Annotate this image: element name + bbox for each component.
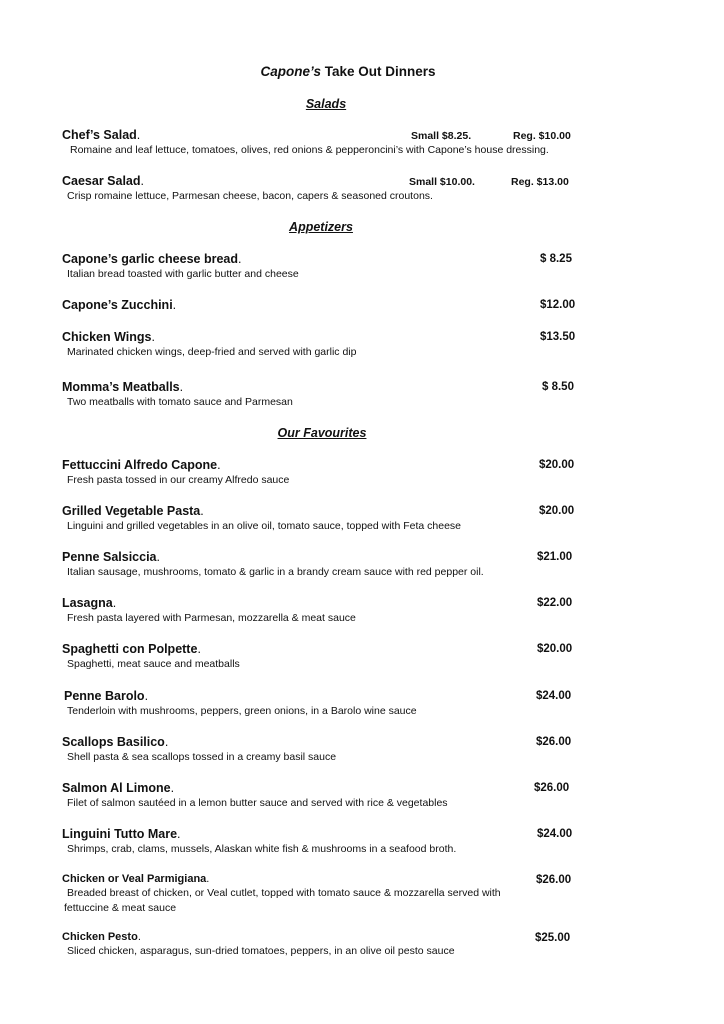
item-price: $ 8.50 xyxy=(542,381,574,393)
item-price: $26.00 xyxy=(536,736,572,748)
menu-item: Salmon Al Limone. Filet of salmon sautéed in a lemon butter sauce and served with rice & vegetables xyxy=(62,781,582,811)
price-regular: Reg. $10.00 xyxy=(513,130,571,142)
item-description: Tenderloin with mushrooms, peppers, green onions, in a Barolo wine sauce xyxy=(67,705,417,717)
item-name: Grilled Vegetable Pasta xyxy=(62,504,201,518)
price-small: Small $10.00. xyxy=(409,176,475,188)
menu-item: Caesar Salad. Crisp romaine lettuce, Parmesan cheese, bacon, capers & seasoned croutons. xyxy=(62,174,582,204)
menu-item: Capone’s garlic cheese bread. Italian bread toasted with garlic butter and cheese xyxy=(62,252,582,282)
menu-item: Chicken Pesto. Sliced chicken, asparagus, sun-dried tomatoes, peppers, in an olive oil pesto sauce xyxy=(62,931,582,959)
menu-item: Chicken or Veal Parmigiana. Breaded breast of chicken, or Veal cutlet, topped with tomato sauce & mozzarella served with fettuccine & meat sauce xyxy=(62,873,582,916)
item-name: Momma’s Meatballs xyxy=(62,380,180,394)
item-description: Italian sausage, mushrooms, tomato & garlic in a brandy cream sauce with red pepper oil. xyxy=(67,566,484,578)
item-price: $24.00 xyxy=(536,690,572,702)
item-name: Penne Barolo xyxy=(64,689,145,703)
menu-item: Momma’s Meatballs. Two meatballs with tomato sauce and Parmesan xyxy=(62,380,582,410)
item-description: Filet of salmon sautéed in a lemon butter sauce and served with rice & vegetables xyxy=(67,797,448,809)
item-description: Crisp romaine lettuce, Parmesan cheese, bacon, capers & seasoned croutons. xyxy=(67,190,433,202)
item-price: $20.00 xyxy=(537,643,573,655)
menu-item: Chicken Wings. Marinated chicken wings, deep-fried and served with garlic dip xyxy=(62,330,582,360)
item-name: Linguini Tutto Mare xyxy=(62,827,178,841)
item-description: Shrimps, crab, clams, mussels, Alaskan white fish & mushrooms in a seafood broth. xyxy=(67,843,457,855)
item-name: Scallops Basilico xyxy=(62,735,165,749)
menu-item: Penne Salsiccia. Italian sausage, mushrooms, tomato & garlic in a brandy cream sauce with red pepper oil. xyxy=(62,550,582,580)
item-name: Chicken Pesto xyxy=(62,931,138,943)
menu-item: Grilled Vegetable Pasta. Linguini and grilled vegetables in an olive oil, tomato sauce, topped with Feta cheese xyxy=(62,504,582,534)
item-description: Romaine and leaf lettuce, tomatoes, olives, red onions & pepperoncini’s with Capone’s house dressing. xyxy=(70,144,549,156)
item-description: Two meatballs with tomato sauce and Parmesan xyxy=(67,396,293,408)
section-heading-salads: Salads xyxy=(305,97,347,111)
item-price: $ 8.25 xyxy=(540,253,572,265)
item-price: $20.00 xyxy=(539,459,575,471)
item-description: Marinated chicken wings, deep-fried and served with garlic dip xyxy=(67,346,357,358)
item-description: Italian bread toasted with garlic butter and cheese xyxy=(67,268,299,280)
item-name: Capone’s Zucchini xyxy=(62,298,173,312)
item-description: Fresh pasta tossed in our creamy Alfredo sauce xyxy=(67,474,290,486)
menu-item: Fettuccini Alfredo Capone. Fresh pasta tossed in our creamy Alfredo sauce xyxy=(62,458,582,488)
menu-item: Capone’s Zucchini. xyxy=(62,298,177,312)
menu-title: Capone’s Take Out Dinners xyxy=(260,64,436,79)
item-name: Spaghetti con Polpette xyxy=(62,642,198,656)
menu-item: Scallops Basilico. Shell pasta & sea scallops tossed in a creamy basil sauce xyxy=(62,735,582,765)
item-price: $20.00 xyxy=(539,505,575,517)
item-price: $24.00 xyxy=(537,828,573,840)
menu-item: Penne Barolo. Tenderloin with mushrooms, peppers, green onions, in a Barolo wine sauce xyxy=(64,689,584,719)
menu-item: Spaghetti con Polpette. Spaghetti, meat sauce and meatballs xyxy=(62,642,582,672)
item-price: $26.00 xyxy=(534,782,570,794)
price-small: Small $8.25. xyxy=(411,130,472,142)
menu-item: Linguini Tutto Mare. Shrimps, crab, clams, mussels, Alaskan white fish & mushrooms in a seafood broth. xyxy=(62,827,582,857)
item-price: $12.00 xyxy=(540,299,576,311)
menu-item: Lasagna. Fresh pasta layered with Parmesan, mozzarella & meat sauce xyxy=(62,596,582,626)
item-name: Salmon Al Limone xyxy=(62,781,171,795)
item-name: Penne Salsiccia xyxy=(62,550,157,564)
item-price: $25.00 xyxy=(535,932,571,944)
item-price: $26.00 xyxy=(536,874,572,886)
item-name: Lasagna xyxy=(62,596,113,610)
item-description: Sliced chicken, asparagus, sun-dried tomatoes, peppers, in an olive oil pesto sauce xyxy=(67,945,455,957)
item-name: Fettuccini Alfredo Capone xyxy=(62,458,218,472)
section-heading-appetizers: Appetizers xyxy=(289,220,353,234)
menu-item: Chef’s Salad. Romaine and leaf lettuce, tomatoes, olives, red onions & pepperoncini’s with Capone’s house dressing. xyxy=(62,128,582,158)
item-description: Breaded breast of chicken, or Veal cutlet, topped with tomato sauce & mozzarella served with xyxy=(67,887,501,899)
item-description: Linguini and grilled vegetables in an olive oil, tomato sauce, topped with Feta cheese xyxy=(67,520,462,532)
item-name: Caesar Salad xyxy=(62,174,141,188)
item-price: $21.00 xyxy=(537,551,573,563)
item-price: $22.00 xyxy=(537,597,573,609)
item-description: Shell pasta & sea scallops tossed in a creamy basil sauce xyxy=(67,751,337,763)
item-description: Fresh pasta layered with Parmesan, mozzarella & meat sauce xyxy=(67,612,356,624)
item-name: Chicken or Veal Parmigiana xyxy=(62,873,207,885)
price-regular: Reg. $13.00 xyxy=(511,176,569,188)
item-description: Spaghetti, meat sauce and meatballs xyxy=(67,658,240,670)
section-heading-favourites: Our Favourites xyxy=(277,426,367,440)
item-description-continued: fettuccine & meat sauce xyxy=(64,902,177,914)
item-price: $13.50 xyxy=(540,331,576,343)
item-name: Chicken Wings xyxy=(62,330,152,344)
item-name: Chef’s Salad xyxy=(62,128,137,142)
item-name: Capone’s garlic cheese bread xyxy=(62,252,239,266)
